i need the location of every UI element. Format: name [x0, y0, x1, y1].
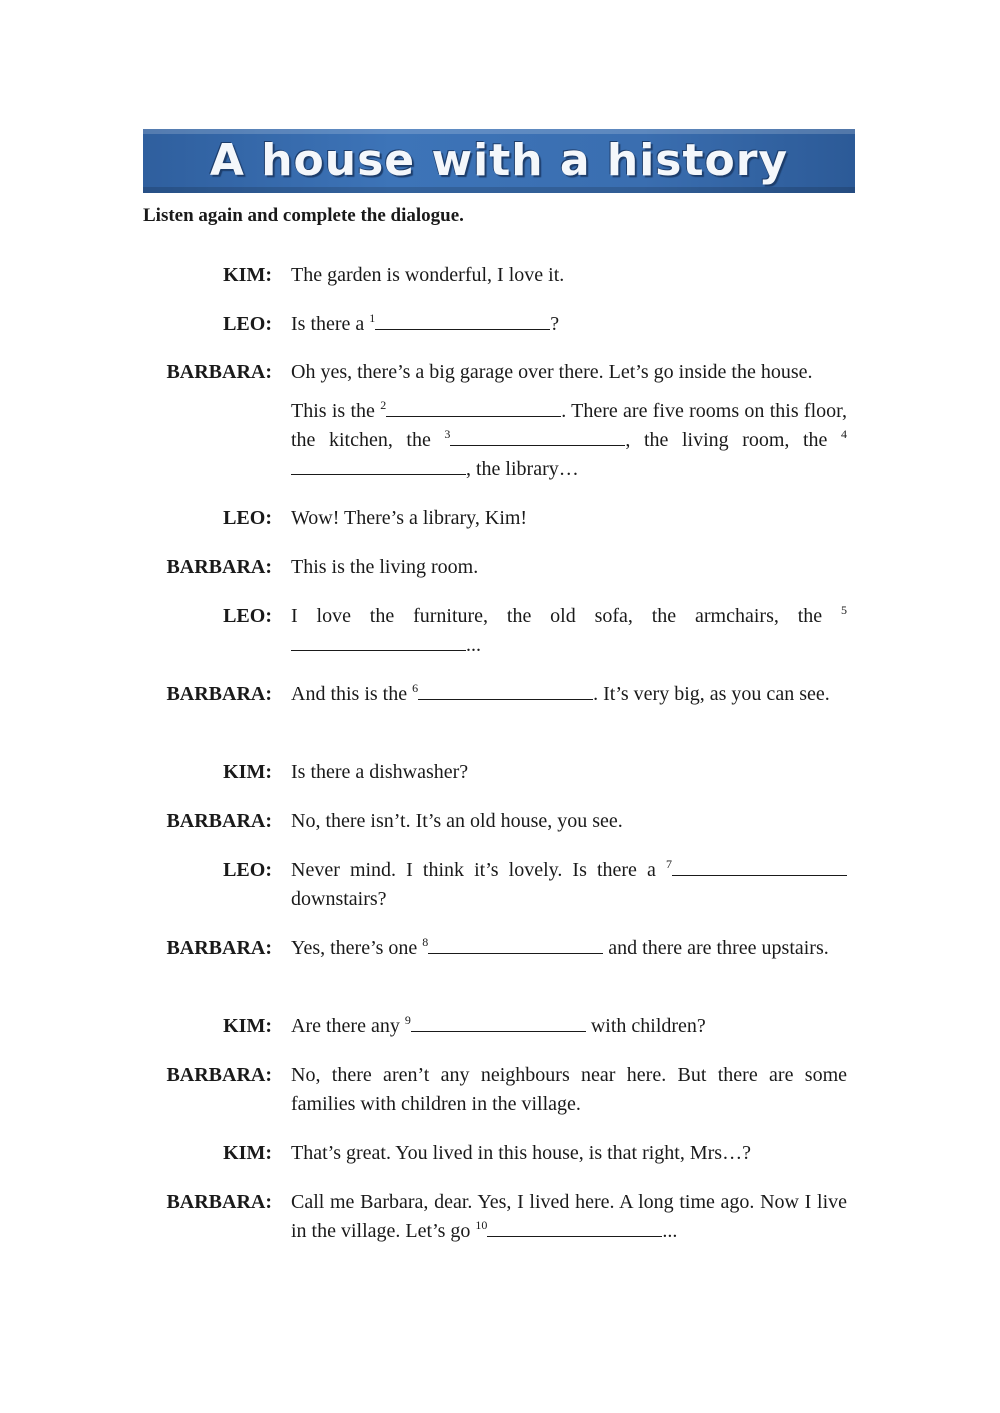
speaker-label: KIM:	[223, 264, 272, 286]
text-segment: I love the furniture, the old sofa, the armchairs, the	[291, 605, 841, 627]
text-segment: No, there aren’t any neighbours near here. But there are some families with children in the village.	[291, 1064, 847, 1115]
text-segment: Is there a dishwasher?	[291, 761, 469, 783]
dialogue-text	[291, 1061, 847, 1119]
answer-blank[interactable]	[487, 1220, 662, 1237]
text-segment: The garden is wonderful, I love it.	[291, 264, 565, 286]
title-banner	[143, 129, 855, 193]
dialogue-text	[291, 680, 847, 709]
speaker-label: BARBARA:	[166, 1064, 272, 1086]
dialogue-text	[291, 856, 847, 914]
text-segment: Is there a	[291, 313, 370, 335]
blank-number: 6	[412, 681, 419, 695]
speaker-label: BARBARA:	[166, 1191, 272, 1213]
text-segment: ...	[662, 1220, 678, 1242]
text-segment: . It’s very big, as you can see.	[593, 683, 830, 705]
dialogue-text	[291, 807, 847, 836]
page-title: A house with a history	[209, 135, 789, 186]
speaker-label: LEO:	[223, 605, 272, 627]
text-segment: Wow! There’s a library, Kim!	[291, 507, 528, 529]
speaker-label: BARBARA:	[166, 937, 272, 959]
text-segment: That’s great. You lived in this house, is that right, Mrs…?	[291, 1142, 751, 1164]
text-segment: Are there any	[291, 1015, 405, 1037]
text-segment: Oh yes, there’s a big garage over there. Let’s go inside the house.	[291, 361, 813, 383]
speaker-label: LEO:	[223, 859, 272, 881]
answer-blank[interactable]	[291, 634, 466, 651]
speaker-label: KIM:	[223, 1142, 272, 1164]
speaker-label: LEO:	[223, 507, 272, 529]
text-segment: Yes, there’s one	[291, 937, 423, 959]
blank-number: 4	[841, 427, 847, 441]
answer-blank[interactable]	[386, 400, 561, 417]
text-segment: Never mind. I think it’s lovely. Is there a	[291, 859, 666, 881]
text-segment: , the library…	[466, 458, 579, 480]
blank-number: 8	[422, 935, 429, 949]
speaker-label: LEO:	[223, 313, 272, 335]
speaker-label: BARBARA:	[166, 556, 272, 578]
text-segment: with children?	[585, 1015, 706, 1037]
dialogue-text	[291, 504, 847, 533]
dialogue-text	[291, 358, 847, 387]
dialogue-text	[291, 1012, 847, 1041]
blank-number: 2	[380, 398, 387, 412]
dialogue-text	[291, 1139, 847, 1168]
dialogue-text	[291, 1188, 847, 1246]
text-segment: . There are five rooms on this floor, the kitchen, the	[291, 400, 847, 451]
answer-blank[interactable]	[672, 859, 847, 876]
dialogue-text	[291, 758, 847, 787]
speaker-label: KIM:	[223, 1015, 272, 1037]
answer-blank[interactable]	[428, 937, 603, 954]
text-segment: ...	[466, 634, 481, 656]
speaker-label: KIM:	[223, 761, 272, 783]
blank-number: 1	[369, 311, 376, 325]
text-segment: and there are three upstairs.	[603, 937, 829, 959]
blank-number: 5	[841, 603, 847, 617]
text-segment: This is the living room.	[291, 556, 479, 578]
text-segment: No, there isn’t. It’s an old house, you see.	[291, 810, 623, 832]
speaker-label: BARBARA:	[166, 361, 272, 383]
text-segment: Call me Barbara, dear. Yes, I lived here. A long time ago. Now I live in the village. Let’s go	[291, 1191, 847, 1242]
text-segment: ?	[550, 313, 560, 335]
answer-blank[interactable]	[375, 313, 550, 330]
blank-number: 10	[475, 1218, 488, 1232]
instruction: Listen again and complete the dialogue.	[143, 205, 464, 226]
text-segment: downstairs?	[291, 888, 387, 910]
text-segment: , the living room, the	[625, 429, 841, 451]
blank-number: 9	[404, 1013, 411, 1027]
text-segment: And this is the	[291, 683, 413, 705]
dialogue-text	[291, 553, 847, 582]
answer-blank[interactable]	[418, 683, 593, 700]
dialogue-text	[291, 934, 847, 963]
text-segment: This is the	[291, 400, 381, 422]
speaker-label: BARBARA:	[166, 810, 272, 832]
dialogue-text	[291, 310, 847, 339]
answer-blank[interactable]	[411, 1015, 586, 1032]
blank-number: 3	[444, 427, 451, 441]
dialogue-text	[291, 397, 847, 484]
speaker-label: BARBARA:	[166, 683, 272, 705]
dialogue-text	[291, 261, 847, 290]
answer-blank[interactable]	[450, 429, 625, 446]
dialogue-text	[291, 602, 847, 660]
blank-number: 7	[666, 857, 672, 871]
answer-blank[interactable]	[291, 458, 466, 475]
